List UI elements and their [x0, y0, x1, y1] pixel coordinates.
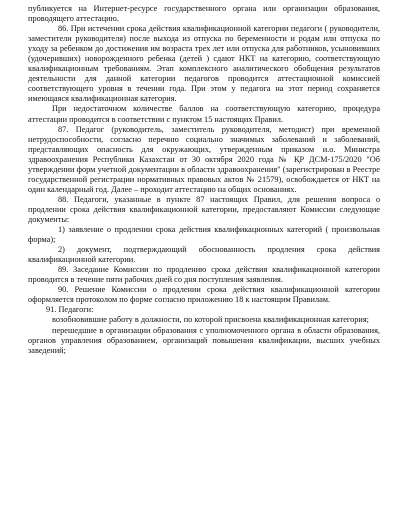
paragraph-86-insufficient-points: При недостаточном количестве баллов на соответствующую категорию, процедура аттестации проводится в соответствии с пунктом 15 настоящих Правил. — [28, 104, 380, 124]
paragraph-91-resumed-work: возобновившие работу в должности, по которой присвоена квалификационная категория; — [52, 315, 369, 325]
paragraph-87: 87. Педагог (руководитель, заместитель руководителя, методист) при временной нетрудоспособности, согласно перечню социально значимых заболеваний и заболеваний, представляющих опасность для окружающих, утвержденным приказом и.о. Министра здравоохранения Республики Казахстан от 30 октября 2020 года № ҚР ДСМ-175/2020 "Об утверждении форм учетной документации в области здравоохранения" (зарегистрирован в Реестре государственной регистрации нормативных правовых актов № 21579), освобождается от НКТ на один календарный год. Далее – проходит аттестацию на общих основаниях. — [28, 124, 380, 194]
paragraph-88-item-1: 1) заявление о продлении срока действия квалификационных категорий ( произвольная форма); — [28, 225, 380, 245]
paragraph-89: 89. Заседание Комиссии по продлению срока действия квалификационной категории проводится в течение пяти рабочих дней со дня поступления заявления. — [28, 265, 380, 285]
paragraph-intro: публикуется на Интернет-ресурсе государственного органа или организации образования, проводящего аттестацию. — [28, 4, 380, 24]
paragraph-86: 86. При истечении срока действия квалификационной категории педагоги ( руководители, заместители руководителя) после выхода из отпуска по беременности и родам или отпуска по уходу за ребенком до достижения им возраста трех лет или отпуска для работников, усыновивших (удочеривших) новорожденного ребенка (детей ) сдают НКТ на категорию, соответствующую квалификационным требованиям. Этап комплексного аналитического обобщения результатов деятельности для данной категории педагогов проводится аттестационной комиссией соответствующего уровня в течении года. При этом у педагога на этот период сохраняется имеющаяся квалификационная категория. — [28, 24, 380, 104]
paragraph-90: 90. Решение Комиссии о продлении срока действия квалификационной категории оформляется протоколом по форме согласно приложению 18 к настоящим Правилам. — [28, 285, 380, 305]
paragraph-88: 88. Педагоги, указанные в пункте 87 настоящих Правил, для решения вопроса о продлении срока действия квалификационной категории, предоставляют Комиссии следующие документы: — [28, 194, 380, 224]
paragraph-91: 91. Педагоги: — [46, 305, 94, 315]
paragraph-91-transferred: перешедшие в организации образования с уполномоченного органа в области образования, органов управления образованием, организаций повышения квалификации, высших учебных заведений; — [28, 325, 380, 355]
paragraph-88-item-2: 2) документ, подтверждающий обоснованность продления срока действия квалификационной категории. — [28, 245, 380, 265]
